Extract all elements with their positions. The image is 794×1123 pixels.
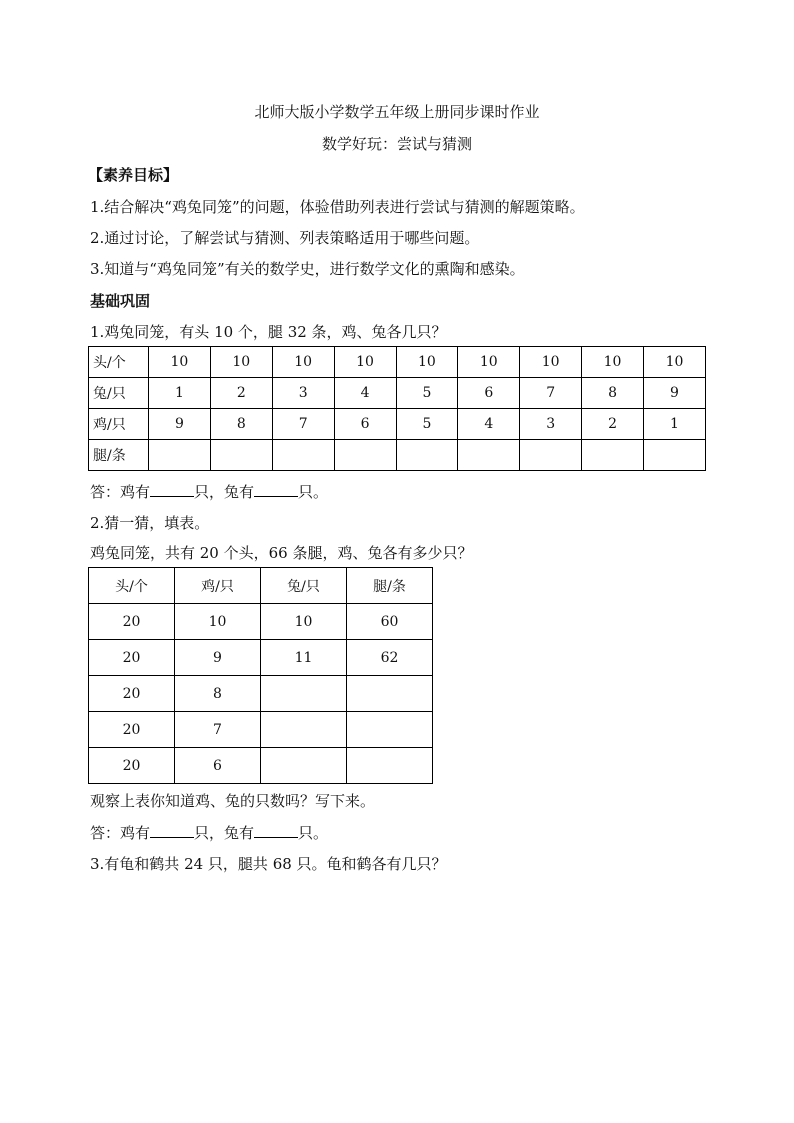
answer-blank-chicken[interactable]: [150, 482, 194, 497]
table-cell: 鸡/只: [89, 409, 149, 440]
table-cell: 20: [89, 604, 175, 640]
question-2-observe: 观察上表你知道鸡、兔的只数吗？写下来。: [90, 792, 376, 810]
table-row: [89, 568, 433, 604]
answer-suffix: 只。: [298, 483, 329, 501]
table-cell: 2: [582, 409, 644, 440]
table-cell-blank[interactable]: [347, 712, 433, 748]
table-cell: 腿/条: [89, 440, 149, 471]
table-cell-blank[interactable]: [520, 440, 582, 471]
table-cell: 62: [347, 640, 433, 676]
table-cell: 7: [175, 712, 261, 748]
answer-blank-rabbit[interactable]: [254, 482, 298, 497]
table-cell: 20: [89, 748, 175, 784]
goal-item: 1.结合解决“鸡兔同笼”的问题，体验借助列表进行尝试与猜测的解题策略。: [90, 198, 585, 216]
table-cell: 10: [210, 347, 272, 378]
worksheet-title: 北师大版小学数学五年级上册同步课时作业: [254, 103, 540, 121]
table-cell: 8: [175, 676, 261, 712]
table-cell: 3: [520, 409, 582, 440]
question-2-table: [88, 567, 433, 784]
table-cell: 1: [644, 409, 706, 440]
answer-middle: 只，兔有: [194, 483, 255, 501]
question-1: 1.鸡兔同笼，有头 10 个，腿 32 条，鸡、兔各几只？: [90, 323, 447, 341]
question-1-table: [88, 346, 706, 471]
table-cell: 兔/只: [89, 378, 149, 409]
table-cell-blank[interactable]: [272, 440, 334, 471]
table-cell: 10: [149, 347, 211, 378]
table-cell: 腿/条: [347, 568, 433, 604]
table-row: [89, 378, 706, 409]
answer-blank-rabbit[interactable]: [254, 823, 298, 838]
table-cell: 6: [458, 378, 520, 409]
table-row: [89, 640, 433, 676]
table-cell: 10: [520, 347, 582, 378]
table-cell: 5: [396, 378, 458, 409]
table-cell-blank[interactable]: [347, 676, 433, 712]
table-cell-blank[interactable]: [261, 676, 347, 712]
basics-heading: 基础巩固: [90, 292, 151, 310]
table-row: [89, 347, 706, 378]
table-cell-blank[interactable]: [334, 440, 396, 471]
question-2-answer: [90, 822, 328, 843]
table-cell-blank[interactable]: [458, 440, 520, 471]
table-cell: 9: [175, 640, 261, 676]
question-3: 3.有龟和鹤共 24 只，腿共 68 只。龟和鹤各有几只？: [90, 855, 447, 873]
table-cell: 兔/只: [261, 568, 347, 604]
table-cell: 10: [272, 347, 334, 378]
goal-item: 3.知道与“鸡兔同笼”有关的数学史，进行数学文化的熏陶和感染。: [90, 260, 525, 278]
question-2: 2.猜一猜，填表。: [90, 514, 210, 532]
table-cell: 10: [334, 347, 396, 378]
table-cell-blank[interactable]: [210, 440, 272, 471]
table-row: [89, 440, 706, 471]
table-cell: 2: [210, 378, 272, 409]
worksheet-subtitle: 数学好玩：尝试与猜测: [321, 135, 472, 153]
table-cell: 10: [396, 347, 458, 378]
table-cell: 3: [272, 378, 334, 409]
table-cell: 8: [210, 409, 272, 440]
table-cell: 10: [644, 347, 706, 378]
table-cell: 10: [175, 604, 261, 640]
answer-prefix: 答：鸡有: [90, 483, 151, 501]
table-row: [89, 748, 433, 784]
table-cell: 6: [334, 409, 396, 440]
table-cell: 10: [458, 347, 520, 378]
table-cell: 1: [149, 378, 211, 409]
table-row: [89, 409, 706, 440]
table-cell: 11: [261, 640, 347, 676]
goals-heading: 【素养目标】: [88, 166, 179, 184]
table-cell: 7: [520, 378, 582, 409]
table-cell: 5: [396, 409, 458, 440]
answer-suffix: 只。: [298, 824, 329, 842]
table-cell: 7: [272, 409, 334, 440]
table-cell-blank[interactable]: [396, 440, 458, 471]
table-cell: 6: [175, 748, 261, 784]
table-cell: 20: [89, 676, 175, 712]
answer-blank-chicken[interactable]: [150, 823, 194, 838]
table-cell: 8: [582, 378, 644, 409]
table-cell: 20: [89, 712, 175, 748]
table-cell-blank[interactable]: [261, 748, 347, 784]
table-cell: 60: [347, 604, 433, 640]
answer-middle: 只，兔有: [194, 824, 255, 842]
table-cell-blank[interactable]: [582, 440, 644, 471]
question-2-problem: 鸡兔同笼，共有 20 个头，66 条腿，鸡、兔各有多少只？: [90, 544, 473, 562]
table-row: [89, 676, 433, 712]
table-cell: 4: [458, 409, 520, 440]
answer-prefix: 答：鸡有: [90, 824, 151, 842]
table-cell: 9: [149, 409, 211, 440]
table-cell: 鸡/只: [175, 568, 261, 604]
table-cell-blank[interactable]: [261, 712, 347, 748]
table-cell: 头/个: [89, 568, 175, 604]
table-cell-blank[interactable]: [149, 440, 211, 471]
table-row: [89, 604, 433, 640]
question-1-answer: [90, 481, 328, 502]
table-cell-blank[interactable]: [347, 748, 433, 784]
table-cell: 头/个: [89, 347, 149, 378]
table-cell: 20: [89, 640, 175, 676]
table-cell: 10: [261, 604, 347, 640]
goal-item: 2.通过讨论，了解尝试与猜测、列表策略适用于哪些问题。: [90, 229, 480, 247]
table-cell: 4: [334, 378, 396, 409]
table-row: [89, 712, 433, 748]
table-cell-blank[interactable]: [644, 440, 706, 471]
table-cell: 10: [582, 347, 644, 378]
table-cell: 9: [644, 378, 706, 409]
